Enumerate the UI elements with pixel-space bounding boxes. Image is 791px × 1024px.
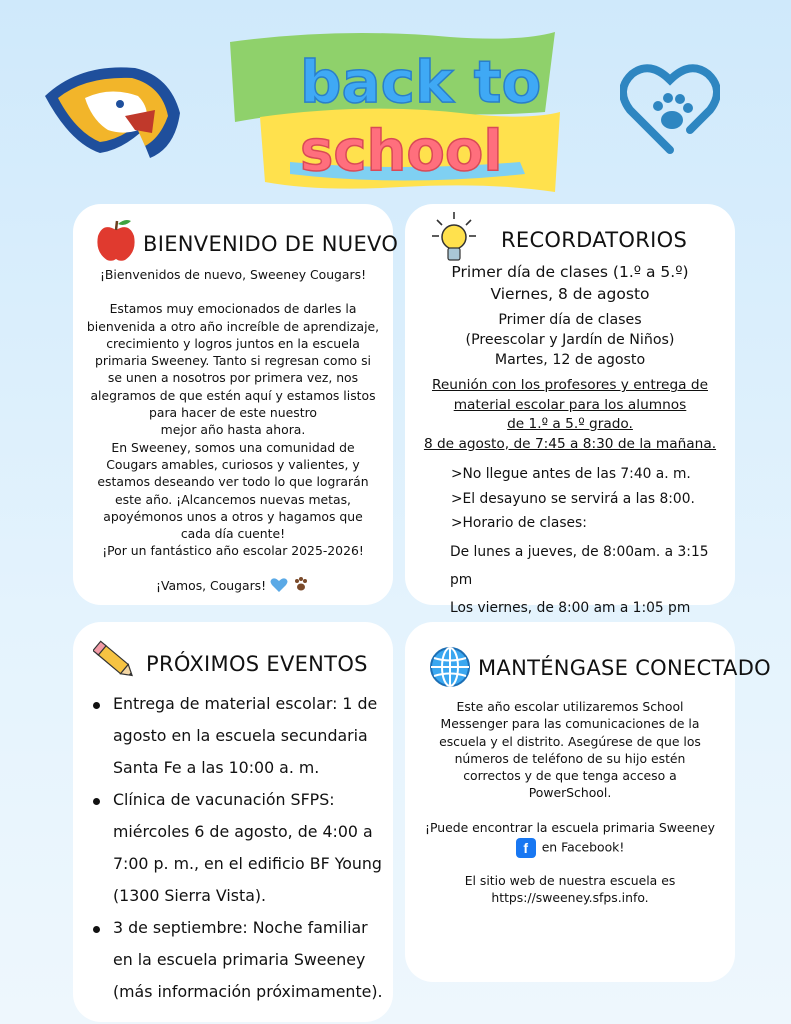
note-line: >No llegue antes de las 7:40 a. m. bbox=[451, 466, 691, 482]
date-k5: Viernes, 8 de agosto bbox=[490, 285, 650, 303]
pencil-icon bbox=[93, 640, 139, 684]
events-list bbox=[91, 688, 383, 1008]
meeting-line: 8 de agosto, de 7:45 a 8:30 de la mañana. bbox=[423, 435, 717, 452]
connect-card bbox=[405, 622, 772, 982]
cougar-mascot-logo bbox=[40, 58, 190, 166]
connect-p1-line: PowerSchool. bbox=[528, 785, 612, 801]
schedule-line: Los viernes, de 8:00 am a 1:05 pm bbox=[450, 600, 691, 616]
welcome-p2-line: En Sweeney, somos una comunidad de bbox=[111, 439, 355, 455]
welcome-greeting: ¡Bienvenidos de nuevo, Sweeney Cougars! bbox=[99, 267, 367, 282]
schedule-line: De lunes a jueves, de 8:00am. a 3:15 pm bbox=[450, 544, 709, 588]
reminders-card bbox=[405, 204, 735, 616]
welcome-p1-line: mejor año hasta ahora. bbox=[160, 422, 306, 438]
facebook-link[interactable]: en Facebook! bbox=[541, 839, 625, 855]
welcome-p2-line: apoyémonos unos a otros y hagamos que bbox=[103, 508, 363, 524]
svg-text:back to: back to bbox=[300, 48, 542, 116]
connect-p1-line: números de teléfono de su hijo estén bbox=[454, 750, 686, 766]
globe-icon bbox=[429, 646, 471, 688]
website-line: El sitio web de nuestra escuela es bbox=[464, 873, 676, 889]
heart-paw-icon bbox=[620, 62, 720, 157]
connect-p1-line: Messenger para las comunicaciones de la bbox=[440, 716, 700, 732]
note-line: >Horario de clases: bbox=[451, 515, 587, 531]
connect-p1-line: Este año escolar utilizaremos School bbox=[456, 699, 684, 714]
meeting-line: material escolar para los alumnos bbox=[453, 396, 687, 413]
date-pk: Martes, 12 de agosto bbox=[494, 352, 646, 368]
first-day-pk-detail: (Preescolar y Jardín de Niños) bbox=[465, 332, 675, 348]
welcome-title: BIENVENIDO DE NUEVO bbox=[143, 232, 399, 256]
connect-title: MANTÉNGASE CONECTADO bbox=[478, 656, 772, 680]
welcome-p1-line: crecimiento y logros juntos en la escuela bbox=[106, 335, 360, 351]
welcome-p1-line: primaria Sweeney. Tanto si regresan como si bbox=[95, 353, 371, 369]
lightbulb-icon bbox=[431, 210, 477, 266]
welcome-card bbox=[73, 204, 399, 605]
facebook-icon[interactable]: f bbox=[516, 838, 536, 858]
blue-heart-icon bbox=[270, 577, 288, 593]
events-card bbox=[73, 622, 393, 1022]
welcome-p2-line: ¡Por un fantástico año escolar 2025-2026! bbox=[102, 543, 364, 559]
event-item: Entrega de material escolar: 1 de agosto en la escuela secundaria Santa Fe a las 10:00 a. m. bbox=[91, 688, 383, 784]
welcome-p1-line: alegramos de que estén aquí y estamos listos bbox=[90, 387, 376, 403]
connect-p1-line: correctos y de que tenga acceso a bbox=[463, 768, 677, 784]
svg-text:school: school bbox=[300, 119, 503, 184]
back-to-school-banner bbox=[220, 22, 565, 197]
welcome-p2-line: este año. ¡Alcancemos nuevas metas, bbox=[115, 491, 351, 507]
first-day-pk: Primer día de clases bbox=[498, 312, 642, 328]
welcome-p1-line: para hacer de este nuestro bbox=[149, 405, 317, 421]
events-title: PRÓXIMOS EVENTOS bbox=[146, 652, 368, 676]
welcome-closing: ¡Vamos, Cougars! bbox=[155, 577, 267, 593]
connect-p1-line: escuela y el distrito. Asegúrese de que los bbox=[439, 733, 701, 749]
event-item: Clínica de vacunación SFPS: miércoles 6 de agosto, de 4:00 a 7:00 p. m., en el edificio BF Young (1300 Sierra Vista). bbox=[91, 784, 383, 912]
website-link[interactable]: https://sweeney.sfps.info. bbox=[491, 890, 649, 906]
facebook-line: ¡Puede encontrar la escuela primaria Sweeney bbox=[425, 819, 715, 835]
meeting-line: Reunión con los profesores y entrega de bbox=[431, 377, 708, 393]
welcome-p1-line: se unen a nosotros por primera vez, nos bbox=[107, 370, 359, 386]
meeting-line: de 1.º a 5.º grado. bbox=[507, 416, 633, 432]
welcome-p1-line: bienvenida a otro año increíble de aprendizaje, bbox=[86, 318, 380, 334]
paw-prints-icon bbox=[292, 577, 310, 593]
reminders-title: RECORDATORIOS bbox=[501, 228, 688, 252]
welcome-p2-line: cada día cuente! bbox=[180, 526, 286, 542]
welcome-p2-line: Cougars amables, curiosos y valientes, y bbox=[106, 456, 360, 472]
apple-icon bbox=[95, 218, 137, 262]
first-day-k5: Primer día de clases (1.º a 5.º) bbox=[451, 263, 689, 281]
welcome-p1-line: Estamos muy emocionados de darles la bbox=[109, 301, 357, 317]
event-item: 3 de septiembre: Noche familiar en la escuela primaria Sweeney (más información próximamente). bbox=[91, 912, 383, 1008]
welcome-p2-line: estamos deseando ver todo lo que lograrán bbox=[97, 474, 369, 490]
note-line: >El desayuno se servirá a las 8:00. bbox=[451, 490, 695, 507]
